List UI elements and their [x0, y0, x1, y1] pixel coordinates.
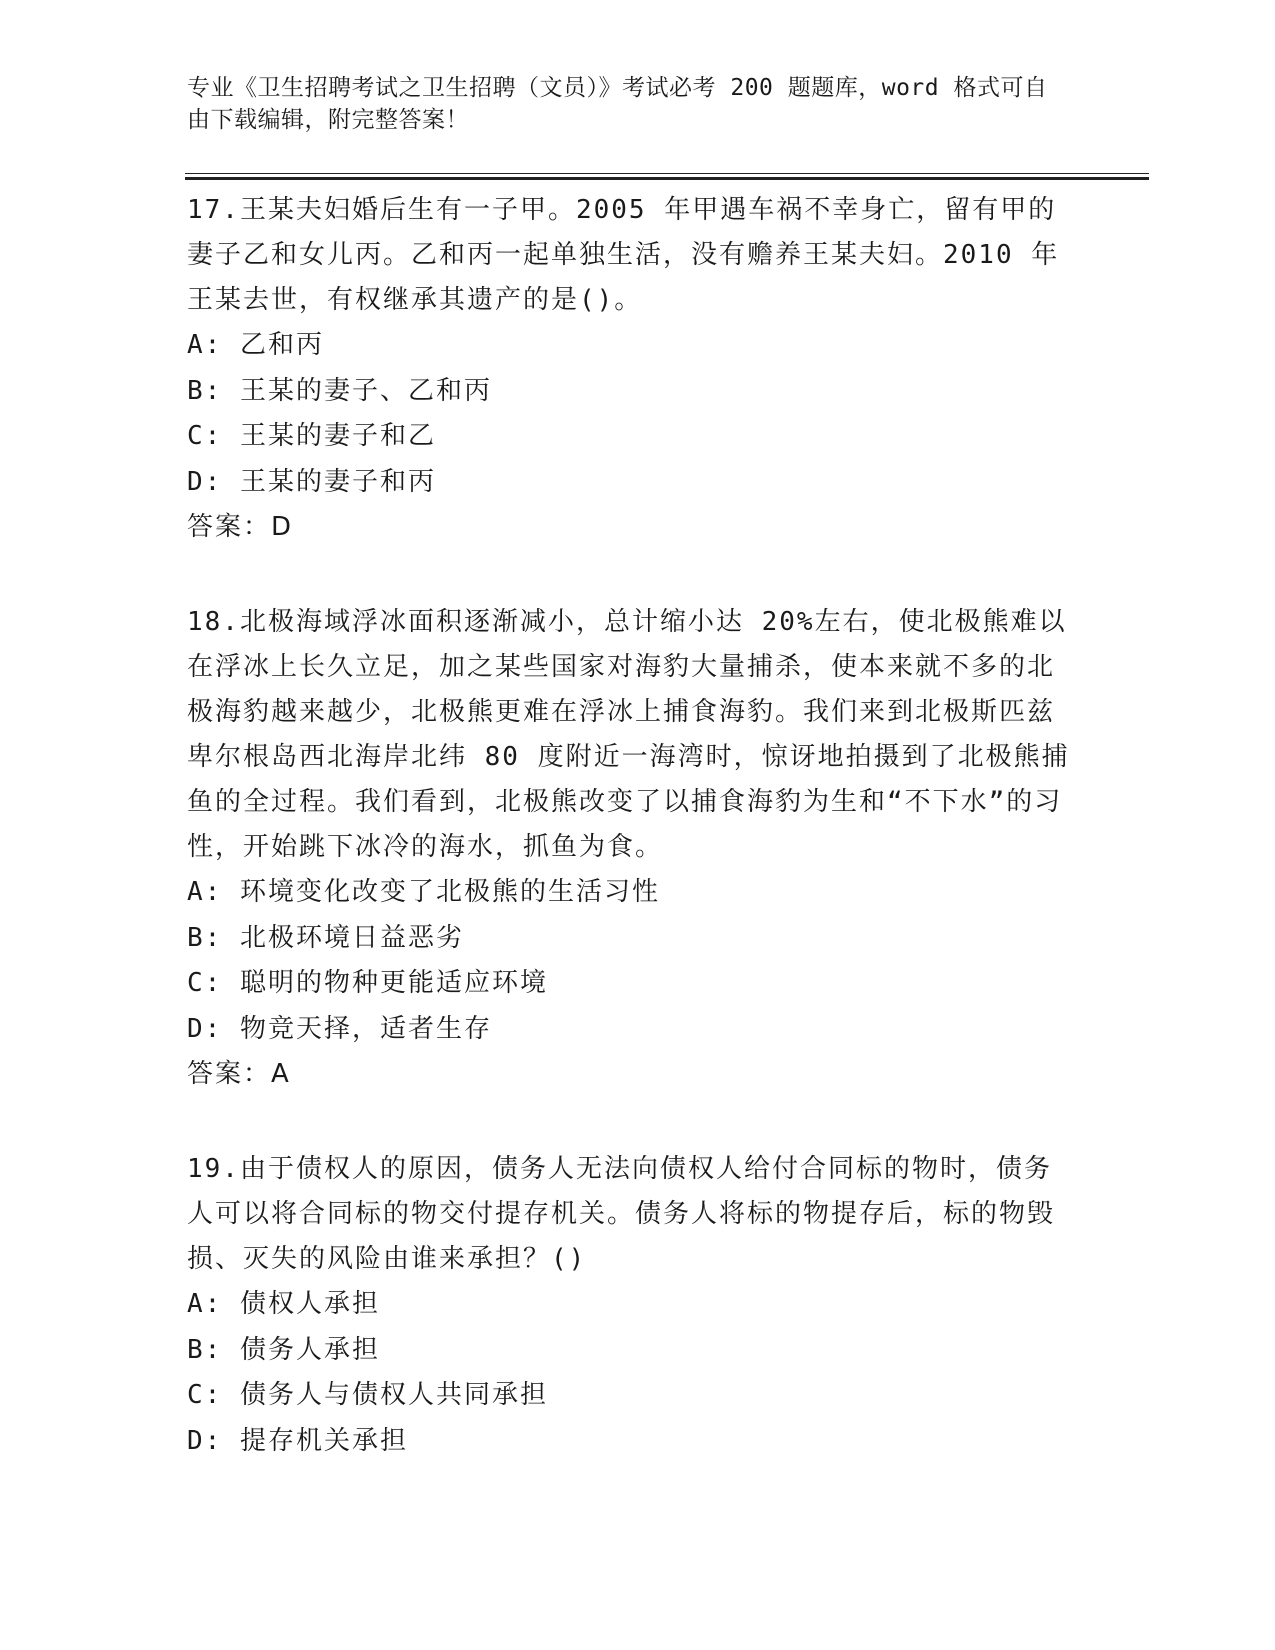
- option-text: 王某的妻子和乙: [239, 421, 436, 451]
- option-label: A:: [187, 877, 223, 907]
- option-text: 物竞天择，适者生存: [239, 1013, 492, 1044]
- question-19: [187, 1147, 1077, 1464]
- option-label: A:: [187, 330, 223, 360]
- question-18: [187, 600, 1077, 1097]
- page-header: 专业《卫生招聘考试之卫生招聘（文员）》考试必考 200 题题库，word 格式可自由下载编辑，附完整答案！: [187, 75, 1048, 133]
- option-label: B:: [187, 375, 223, 406]
- option-label: D:: [187, 1425, 223, 1456]
- question-stem: 17.王某夫妇婚后生有一子甲。2005 年甲遇车祸不幸身亡，留有甲的妻子乙和女儿丙。乙和丙一起单独生活，没有赡养王某夫妇。2010 年王某去世，有权继承其遗产的是()。: [187, 195, 1060, 315]
- option-text: 北极环境日益恶劣: [239, 922, 464, 953]
- option-c: [187, 414, 1077, 460]
- header-divider-thin: [185, 173, 1149, 174]
- option-label: D:: [187, 466, 223, 497]
- option-label: C:: [187, 421, 223, 451]
- option-label: B:: [187, 922, 223, 953]
- answer-line: 答案：A: [187, 1059, 291, 1089]
- option-text: 提存机关承担: [239, 1425, 408, 1456]
- option-text: 债务人承担: [239, 1334, 380, 1365]
- option-b: [187, 369, 1077, 415]
- option-text: 环境变化改变了北极熊的生活习性: [239, 877, 660, 907]
- option-c: [187, 1373, 1077, 1419]
- option-label: B:: [187, 1334, 223, 1365]
- option-text: 乙和丙: [239, 330, 324, 360]
- option-text: 债务人与债权人共同承担: [239, 1380, 548, 1410]
- option-label: A:: [187, 1289, 223, 1319]
- option-text: 聪明的物种更能适应环境: [239, 968, 548, 998]
- option-a: [187, 1282, 1077, 1328]
- option-text: 王某的妻子、乙和丙: [239, 375, 492, 406]
- option-c: [187, 961, 1077, 1007]
- option-d: [187, 1419, 1077, 1465]
- option-label: C:: [187, 968, 223, 998]
- question-stem: 19.由于债权人的原因，债务人无法向债权人给付合同标的物时，债务人可以将合同标的物交付提存机关。债务人将标的物提存后，标的物毁损、灭失的风险由谁来承担？(): [187, 1154, 1056, 1274]
- question-stem: 18.北极海域浮冰面积逐渐减小，总计缩小达 20%左右，使北极熊难以在浮冰上长久立足，加之某些国家对海豹大量捕杀，使本来就不多的北极海豹越来越少，北极熊更难在浮冰上捕食海豹。我们来到北极斯匹兹卑尔根岛西北海岸北纬 80 度附近一海湾时，惊讶地拍摄到了北极熊捕鱼的全过程。我们看到，北极熊改变了以捕食海豹为生和“不下水”的习性，开始跳下冰冷的海水，抓鱼为食。: [187, 607, 1070, 862]
- option-a: [187, 323, 1077, 369]
- answer-line: 答案：D: [187, 512, 294, 542]
- option-text: 债权人承担: [239, 1289, 380, 1319]
- option-a: [187, 870, 1077, 916]
- option-d: [187, 460, 1077, 506]
- option-b: [187, 916, 1077, 962]
- question-list: [187, 188, 1077, 1514]
- option-d: [187, 1007, 1077, 1053]
- option-b: [187, 1328, 1077, 1374]
- option-label: C:: [187, 1380, 223, 1410]
- question-17: [187, 188, 1077, 550]
- option-label: D:: [187, 1013, 223, 1044]
- option-text: 王某的妻子和丙: [239, 466, 436, 497]
- header-divider-thick: [185, 177, 1149, 180]
